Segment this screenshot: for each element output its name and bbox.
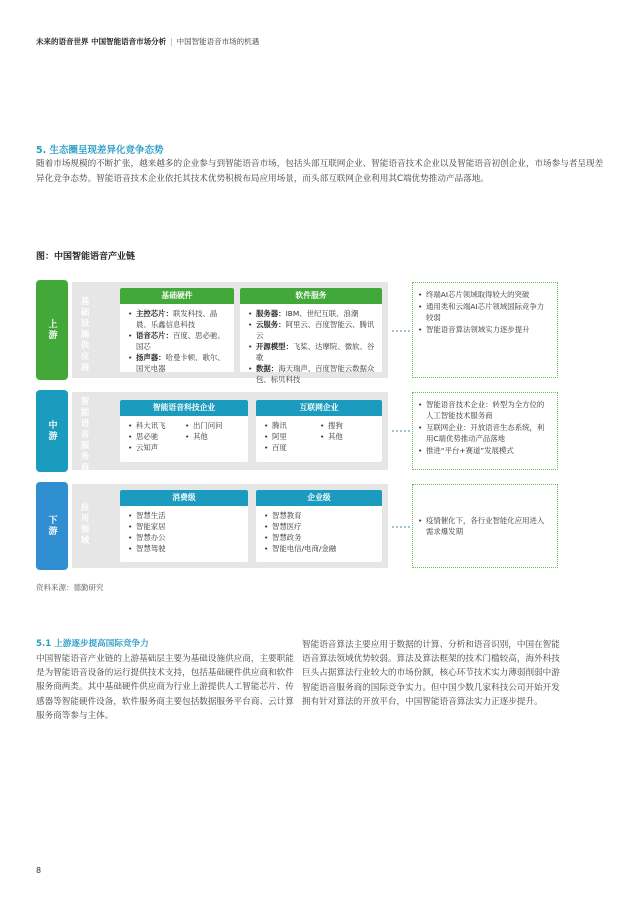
list-item: • 智能电信/电商/金融 — [264, 543, 376, 554]
list-item: • 智慧教育 — [264, 510, 376, 521]
list-item: • 智慧办公 — [128, 532, 242, 543]
category-header: 互联网企业 — [256, 400, 382, 416]
list-item: • 百度 — [264, 442, 320, 453]
list-item: • 云服务：阿里云、百度智能云、腾讯云 — [248, 319, 376, 341]
running-header — [36, 36, 259, 47]
list-item: • 开源模型：飞桨、达摩院、微软、谷歌 — [248, 341, 376, 363]
row-label-midstream: 智能语音服务商 — [80, 396, 90, 472]
stage-tab-midstream: 中游 — [36, 390, 68, 472]
figure-source: 资料来源：德勤研究 — [36, 583, 104, 592]
list-item: • 云知声 — [128, 442, 185, 453]
connector-dots — [392, 430, 410, 432]
category-box-voice-tech — [120, 400, 248, 462]
subsection-column-2: 智能语音算法主要应用于数据的计算、分析和语音识别，中国在智能语音算法领域优势较弱。算法及算法框架的技术门槛较高，海外科技巨头占据算法行业较大的市场份额，核心环节技术实力薄弱削弱中游智能语音服务商的国际竞争实力。但中国少数几家科技公司开始开发拥有针对算法的开放平台，中国智能语音算法实力正逐步提升。 — [302, 640, 560, 707]
section-title: 5. 生态圈呈现差异化竞争态势 — [36, 145, 164, 156]
list-item: • 服务器：IBM、世纪互联、浪潮 — [248, 308, 376, 319]
list-item: • 数据：海天瑞声、百度智能云数据众包、标贝科技 — [248, 363, 376, 385]
category-box-enterprise — [256, 490, 382, 562]
category-box-software — [240, 288, 382, 384]
list-item: • 智慧生活 — [128, 510, 242, 521]
header-separator: | — [170, 37, 173, 46]
subsection-title: 5.1 上游逐步提高国际竞争力 — [36, 639, 149, 649]
connector-dots — [392, 330, 410, 332]
category-header: 智能语音科技企业 — [120, 400, 248, 416]
note-item: • 终端AI芯片领域取得较大的突破 — [417, 289, 551, 300]
category-box-internet — [256, 400, 382, 462]
note-item: • 推进“平台+赛道”发展模式 — [417, 445, 551, 456]
note-box-midstream — [412, 392, 558, 470]
list-item: • 其他 — [320, 431, 376, 442]
list-item: • 出门问问 — [185, 420, 242, 431]
note-item: • 疫情催化下，各行业智能化应用进入需求爆发期 — [417, 515, 551, 537]
list-item: • 智慧医疗 — [264, 521, 376, 532]
report-title: 未来的语音世界 中国智能语音市场分析 — [36, 37, 167, 46]
note-box-downstream — [412, 484, 558, 568]
list-item: • 扬声器：哈曼卡顿、歌尔、国光电器 — [128, 352, 228, 374]
list-item: • 其他 — [185, 431, 242, 442]
subsection-column-1: 中国智能语音产业链的上游基础层主要为基础设施供应商，主要职能是为智能语音设备的运行提供技术支持，包括基础硬件供应商和软件服务商两类。其中基础硬件供应商为行业上游提供人工智能芯片、传感器等智能硬件设备，软件服务商主要包括数据服务平台商、云计算服务商等参与主体。 — [36, 654, 294, 721]
row-panel-upstream — [72, 282, 388, 384]
list-item: • 思必驰 — [128, 431, 185, 442]
row-label-upstream: 基础设施供应商 — [80, 296, 90, 372]
note-item: • 智能语音技术企业：转型为全方位的人工智能技术服务商 — [417, 399, 551, 421]
category-header: 企业级 — [256, 490, 382, 506]
connector-dots — [392, 526, 410, 528]
section-paragraph: 随着市场规模的不断扩张，越来越多的企业参与到智能语音市场，包括头部互联网企业、智能语音技术企业以及智能语音初创企业，市场参与者呈现差异化竞争态势。智能语音技术企业依托其技术优势积极布局应用场景，而头部互联网企业利用其C端优势推动产品落地。 — [36, 159, 604, 184]
row-label-downstream: 应用领域 — [80, 502, 90, 545]
list-item: • 主控芯片：联发科技、晶晨、乐鑫信息科技 — [128, 308, 228, 330]
note-item: • 互联网企业：开放语音生态系统，利用C端优势推动产品落地 — [417, 422, 551, 444]
category-header: 基础硬件 — [120, 288, 234, 304]
list-item: • 语音芯片：百度、思必驰、国芯 — [128, 330, 228, 352]
row-panel-midstream — [72, 392, 388, 470]
list-item: • 智慧政务 — [264, 532, 376, 543]
note-box-upstream — [412, 282, 558, 378]
row-panel-downstream — [72, 484, 388, 568]
list-item: • 搜狗 — [320, 420, 376, 431]
note-item: • 智能语音算法领域实力逐步提升 — [417, 324, 551, 335]
industry-chain-diagram — [36, 280, 560, 580]
category-box-hardware — [120, 288, 234, 372]
list-item: • 智慧驾驶 — [128, 543, 242, 554]
note-item: • 通用类和云端AI芯片领域国际竞争力较弱 — [417, 301, 551, 323]
category-header: 软件服务 — [240, 288, 382, 304]
stage-tab-upstream: 上游 — [36, 280, 68, 380]
page-number: 8 — [36, 866, 42, 875]
category-header: 消费级 — [120, 490, 248, 506]
list-item: • 智能家居 — [128, 521, 242, 532]
list-item: • 腾讯 — [264, 420, 320, 431]
figure-title: 图：中国智能语音产业链 — [36, 252, 136, 262]
list-item: • 阿里 — [264, 431, 320, 442]
list-item: • 科大讯飞 — [128, 420, 185, 431]
stage-tab-downstream: 下游 — [36, 482, 68, 570]
chapter-title: 中国智能语音市场的机遇 — [176, 37, 260, 46]
category-box-consumer — [120, 490, 248, 562]
